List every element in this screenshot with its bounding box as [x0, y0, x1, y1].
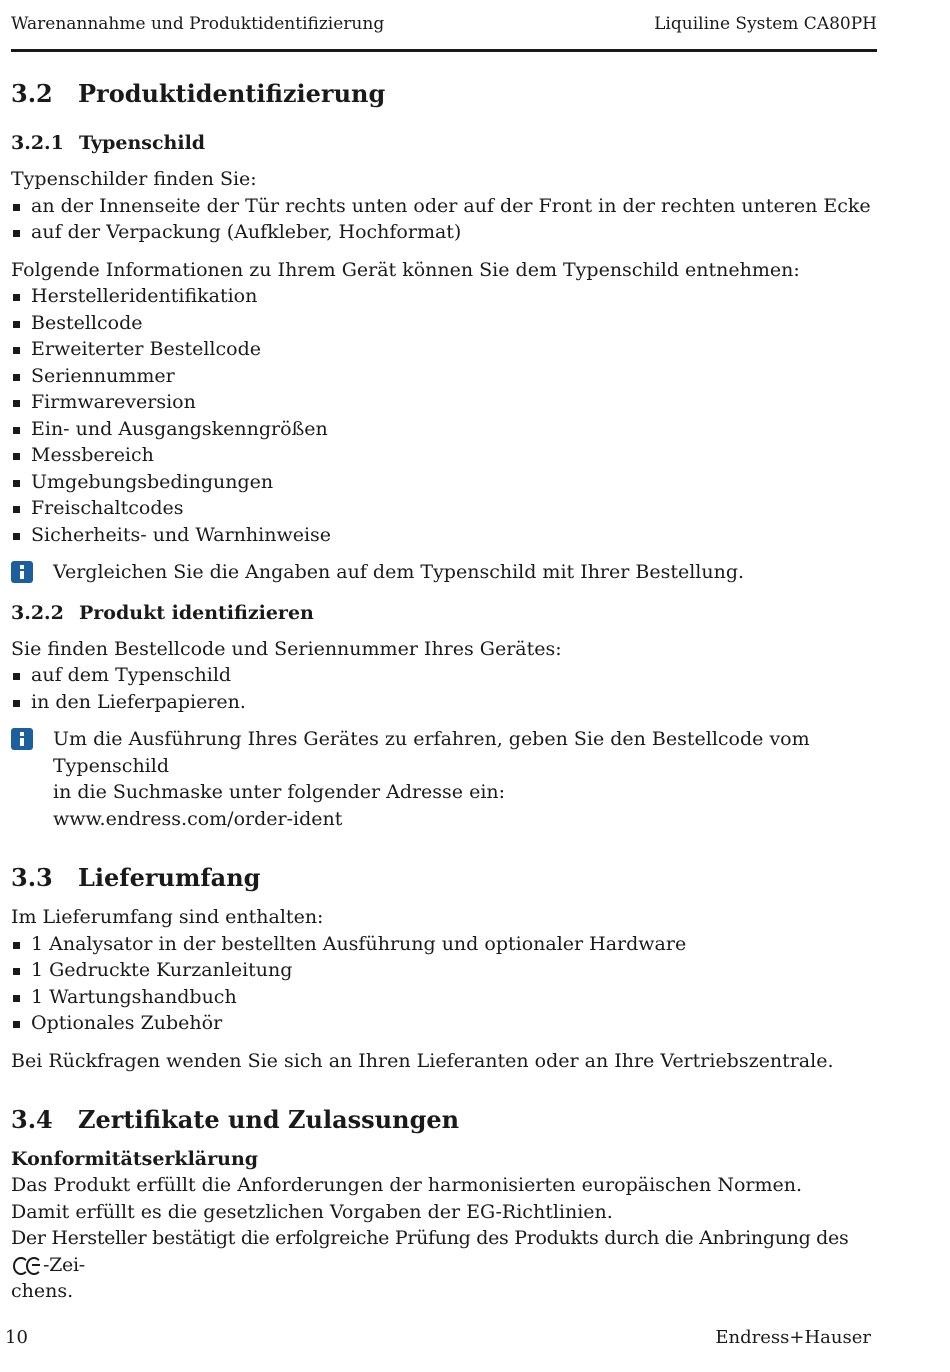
heading-number: 3.2.1	[11, 132, 64, 154]
page-header	[11, 12, 877, 52]
list-item: Erweiterter Bestellcode	[11, 336, 877, 363]
conformity-declaration	[11, 1146, 877, 1305]
paragraph: Sie finden Bestellcode und Seriennummer Ihres Gerätes:	[11, 637, 562, 660]
list-item: Bestellcode	[11, 310, 877, 337]
paragraph: chens.	[11, 1280, 74, 1302]
subheading: Konformitätserklärung	[11, 1148, 259, 1170]
list-item: Herstelleridentifikation	[11, 283, 877, 310]
list-item: Messbereich	[11, 442, 877, 469]
paragraph: Das Produkt erfüllt die Anforderungen der harmonisierten europäischen Normen.	[11, 1174, 803, 1196]
list-item: Optionales Zubehör	[11, 1010, 877, 1037]
list-item: Umgebungsbedingungen	[11, 469, 877, 496]
info-note	[11, 726, 877, 832]
list-item: Firmwareversion	[11, 389, 877, 416]
bullet-list	[11, 662, 877, 715]
paragraph: Folgende Informationen zu Ihrem Gerät können Sie dem Typenschild entnehmen:	[11, 258, 800, 281]
heading-3-4	[11, 1104, 877, 1136]
paragraph	[11, 1225, 877, 1278]
paragraph: Typenschilder finden Sie:	[11, 168, 257, 190]
list-item: Ein- und Ausgangskenngrößen	[11, 416, 877, 443]
text-span: Der Hersteller bestätigt die erfolgreiche Prüfung des Produkts durch die Anbringung des	[11, 1227, 849, 1249]
heading-number: 3.2	[11, 79, 53, 108]
heading-3-2-1	[11, 130, 877, 156]
heading-text: Zertifikate und Zulassungen	[78, 1105, 460, 1134]
list-item: 1 Wartungshandbuch	[11, 984, 877, 1011]
list-item: an der Innenseite der Tür rechts unten oder auf der Front in der rechten unteren Ecke	[11, 193, 877, 220]
bullet-list	[11, 283, 877, 548]
text-span: -Zei-	[43, 1253, 85, 1276]
bullet-list	[11, 931, 877, 1037]
ce-mark-icon	[12, 1256, 42, 1274]
list-item: 1 Gedruckte Kurzanleitung	[11, 957, 877, 984]
heading-3-3	[11, 862, 877, 894]
list-item: Freischaltcodes	[11, 495, 877, 522]
nameplate-locations	[11, 166, 877, 246]
heading-text: Produkt identifizieren	[79, 601, 314, 624]
header-product-name: Liquiline System CA80PH	[654, 14, 877, 34]
heading-number: 3.4	[11, 1105, 53, 1134]
heading-text: Lieferumfang	[78, 863, 261, 892]
brand-name: Endress+Hauser	[715, 1327, 871, 1348]
page-number: 10	[5, 1327, 28, 1348]
list-item: auf dem Typenschild	[11, 662, 877, 689]
heading-number: 3.2.2	[11, 601, 64, 624]
list-item: auf der Verpackung (Aufkleber, Hochformat)	[11, 219, 877, 246]
paragraph: Damit erfüllt es die gesetzlichen Vorgaben der EG-Richtlinien.	[11, 1200, 613, 1223]
note-text: Um die Ausführung Ihres Gerätes zu erfahren, geben Sie den Bestellcode vom Typenschild	[53, 728, 810, 777]
heading-number: 3.3	[11, 863, 53, 892]
heading-3-2-2	[11, 600, 877, 626]
list-item: Sicherheits- und Warnhinweise	[11, 522, 877, 549]
heading-text: Produktidentifizierung	[78, 79, 386, 108]
order-ident-link[interactable]: www.endress.com/order-ident	[53, 807, 343, 830]
paragraph: Im Lieferumfang sind enthalten:	[11, 906, 324, 928]
delivery-scope	[11, 904, 877, 1037]
info-icon	[11, 728, 33, 750]
identification-sources	[11, 636, 877, 716]
list-item: Seriennummer	[11, 363, 877, 390]
header-chapter-title: Warenannahme und Produktidentifizierung	[11, 14, 385, 34]
bullet-list	[11, 193, 877, 246]
page-content	[11, 78, 877, 1305]
heading-3-2	[11, 78, 877, 110]
info-icon	[11, 561, 33, 583]
heading-text: Typenschild	[79, 132, 206, 154]
nameplate-information	[11, 257, 877, 549]
info-note	[11, 559, 877, 586]
paragraph: Bei Rückfragen wenden Sie sich an Ihren Lieferanten oder an Ihre Vertriebszentrale.	[11, 1049, 834, 1072]
note-text: Vergleichen Sie die Angaben auf dem Typenschild mit Ihrer Bestellung.	[53, 561, 745, 583]
list-item: in den Lieferpapieren.	[11, 689, 877, 716]
list-item: 1 Analysator in der bestellten Ausführung und optionaler Hardware	[11, 931, 877, 958]
note-text: in die Suchmaske unter folgender Adresse ein:	[53, 781, 506, 803]
page-footer	[5, 1326, 871, 1350]
